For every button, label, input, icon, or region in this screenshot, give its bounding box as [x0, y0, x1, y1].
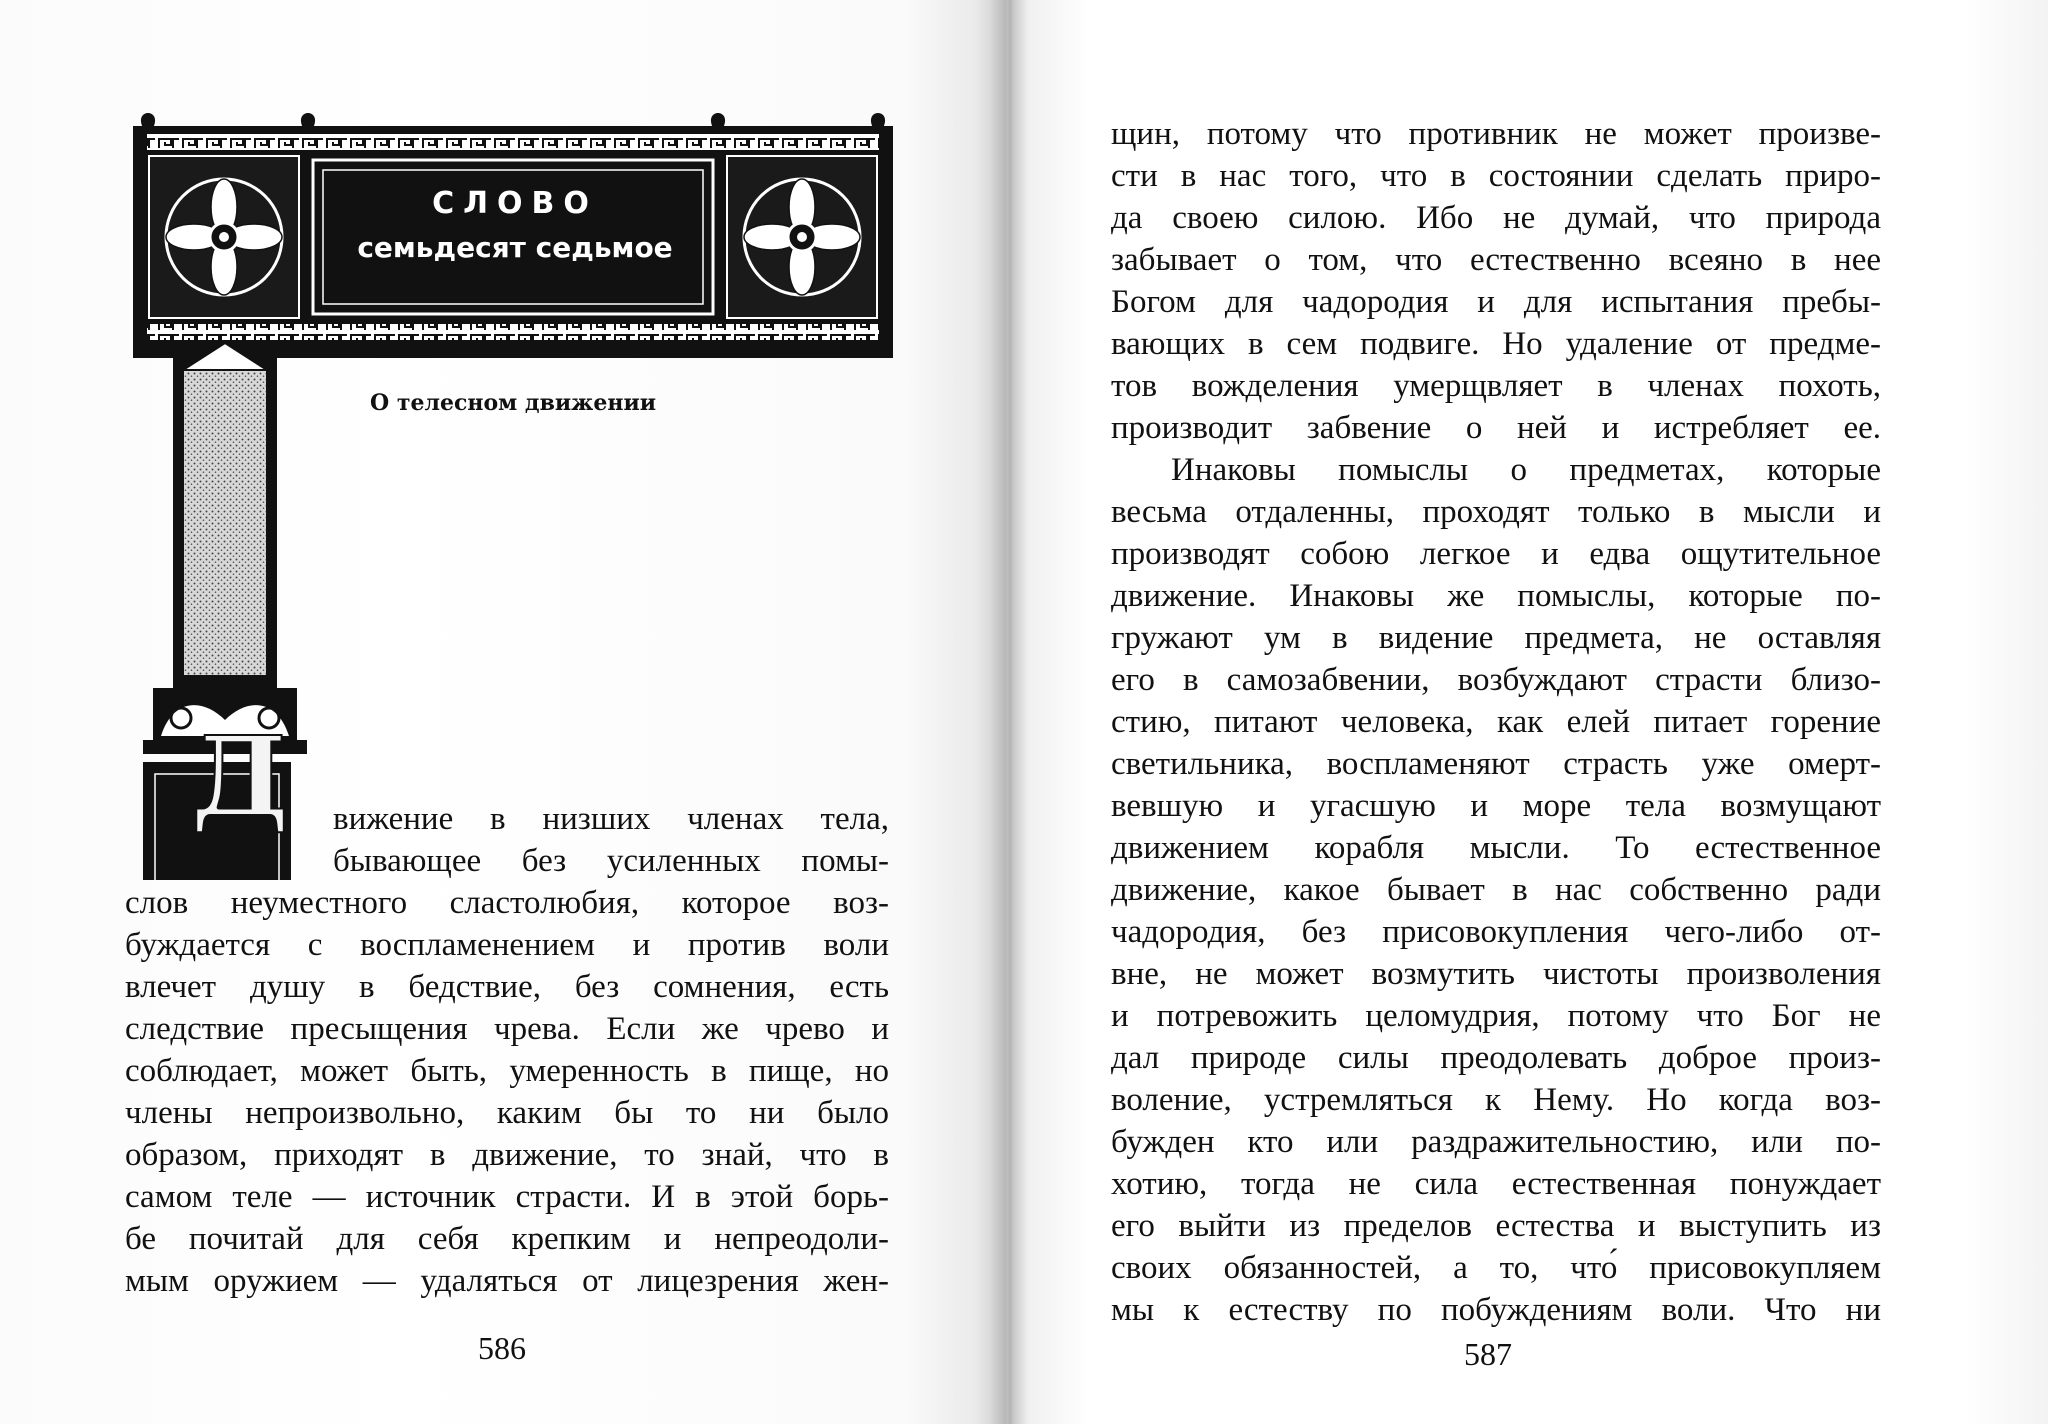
- text-line: вающих в сем подвиге. Но удаление от предме-: [1111, 326, 1881, 362]
- text-line: да своею силою. Ибо не думай, что природа: [1111, 200, 1881, 236]
- text-line: забывает о том, что естественно всеяно в нее: [1111, 242, 1881, 278]
- text-beside-dropcap: [333, 798, 889, 882]
- text-line: его в самозабвении, возбуждают страсти близо-: [1111, 662, 1881, 698]
- drop-cap-letter: Д: [191, 712, 289, 841]
- chapter-title-line1: СЛОВО: [432, 186, 598, 221]
- text-line: гружают ум в видение предмета, не оставляя: [1111, 620, 1881, 656]
- text-line: мым оружием — удаляться от лицезрения жен-: [125, 1263, 889, 1299]
- text-line: Богом для чадородия и для испытания пребы-: [1111, 284, 1881, 320]
- left-page-body-text: [125, 882, 889, 1302]
- page-number-right: 587: [1464, 1336, 1512, 1372]
- text-line: движением корабля мысли. То естественное: [1111, 830, 1881, 866]
- text-line: слов неуместного сластолюбия, которое воз-: [125, 885, 889, 921]
- right-page-body-text: [1111, 113, 1881, 1331]
- text-line: дал природе силы преодолевать доброе произ-: [1111, 1040, 1881, 1076]
- chapter-title-line2: семьдесят седьмое: [357, 231, 673, 264]
- text-line: своих обязанностей, а то, что́ присовокупляем: [1111, 1250, 1881, 1286]
- text-line: Инаковы помыслы о предметах, которые: [1171, 452, 1881, 488]
- text-line: весьма отдаленны, проходят только в мысли и: [1111, 494, 1881, 530]
- text-line: производят собою легкое и едва ощутительное: [1111, 536, 1881, 572]
- text-line: щин, потому что противник не может произве-: [1111, 116, 1881, 152]
- chapter-subtitle: О телесном движении: [370, 390, 657, 416]
- chapter-title: [325, 184, 705, 268]
- left-page: [0, 0, 1006, 1424]
- text-line: мы к естеству по побуждениям воли. Что ни: [1111, 1292, 1881, 1328]
- text-line: движение, какое бывает в нас собственно ради: [1111, 872, 1881, 908]
- text-line: и потревожить целомудрия, потому что Бог не: [1111, 998, 1881, 1034]
- text-line: следствие пресыщения чрева. Если же чрево и: [125, 1011, 889, 1047]
- text-line: самом теле — источник страсти. И в этой борь-: [125, 1179, 889, 1215]
- text-line: чадородия, без присовокупления чего-либо от-: [1111, 914, 1881, 950]
- text-line: члены непроизвольно, каким бы то ни было: [125, 1095, 889, 1131]
- text-line: бужден кто или раздражительностию, или по-: [1111, 1124, 1881, 1160]
- text-line: светильника, воспламеняют страсть уже омерт-: [1111, 746, 1881, 782]
- text-line: тов вожделения умерщвляет в членах похоть,: [1111, 368, 1881, 404]
- text-line: соблюдает, может быть, умеренность в пище, но: [125, 1053, 889, 1089]
- text-line: бывающее без усиленных помы-: [333, 843, 889, 879]
- book-gutter: [990, 0, 1030, 1424]
- text-line: бе почитай для себя крепким и непреодоли-: [125, 1221, 889, 1257]
- text-line: влечет душу в бедствие, без сомнения, есть: [125, 969, 889, 1005]
- right-page: [1006, 0, 2048, 1424]
- text-line: производит забвение о ней и истребляет ее.: [1111, 410, 1881, 446]
- text-line: хотию, тогда не сила естественная понуждает: [1111, 1166, 1881, 1202]
- text-line: его выйти из пределов естества и выступить из: [1111, 1208, 1881, 1244]
- text-line: воление, устремляться к Нему. Но когда воз-: [1111, 1082, 1881, 1118]
- text-line: сти в нас того, что в состоянии сделать приро-: [1111, 158, 1881, 194]
- text-line: движение. Инаковы же помыслы, которые по-: [1111, 578, 1881, 614]
- text-line: вне, не может возмутить чистоты произволения: [1111, 956, 1881, 992]
- text-line: вижение в низших членах тела,: [333, 801, 889, 837]
- page-number-left: 586: [478, 1330, 526, 1366]
- text-line: вевшую и угасшую и море тела возмущают: [1111, 788, 1881, 824]
- text-line: стию, питают человека, как елей питает горение: [1111, 704, 1881, 740]
- text-line: буждается с воспламенением и против воли: [125, 927, 889, 963]
- text-line: образом, приходят в движение, то знай, что в: [125, 1137, 889, 1173]
